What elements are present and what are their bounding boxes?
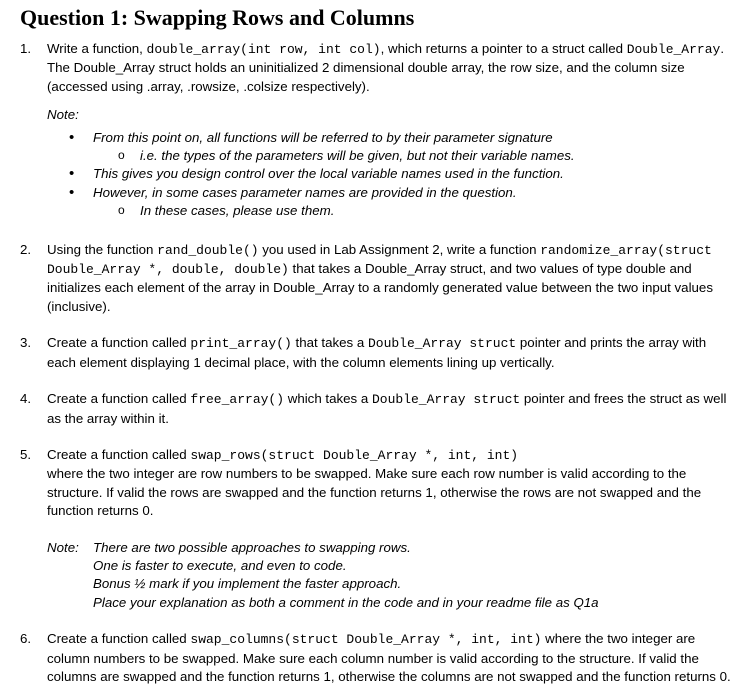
- note-line: Place your explanation as both a comment in the code and in your readme file as Q1a: [93, 594, 599, 610]
- question-1: [20, 40, 731, 221]
- text: that takes a Double_Array struct, and two values of type double and initializes each element of the array in Double_Array to a randomly generated value between the two input values (inclusive).: [47, 261, 713, 314]
- question-2: [20, 241, 731, 317]
- code-text: randomize_array(struct Double_Array *, double, double): [47, 242, 712, 278]
- bullet-item: • From this point on, all functions will be referred to by their parameter signature: [47, 129, 731, 147]
- question-number: 4.: [20, 391, 32, 407]
- question-number: 3.: [20, 335, 32, 351]
- question-3: [20, 334, 731, 372]
- code-text: rand_double(): [157, 242, 259, 258]
- question-number: 5.: [20, 446, 32, 462]
- code-text: print_array(): [190, 336, 292, 352]
- note-line: One is faster to execute, and even to code.: [93, 557, 347, 573]
- text: where the two integer are row numbers to be swapped. Make sure each row number is valid according to the structure. If valid the rows are swapped and the function returns 1, otherwise the rows are not swapped and the function returns 0.: [47, 466, 702, 519]
- code-text: Double_Array: [626, 42, 721, 57]
- note-line: There are two possible approaches to swapping rows.: [93, 539, 411, 555]
- note-label: Note:: [47, 539, 79, 555]
- note-block: [47, 539, 731, 613]
- text: Create a function called: [47, 391, 191, 407]
- text: Create a function called: [47, 631, 191, 647]
- note-bullet-list: [47, 129, 731, 221]
- question-text: [47, 390, 731, 428]
- code-text: Double_Array: [73, 60, 155, 76]
- question-number: 6.: [20, 631, 32, 647]
- text: pointer and frees the struct as well as the array within it.: [47, 391, 727, 426]
- bullet-item: • However, in some cases parameter names are provided in the question.: [47, 184, 731, 202]
- question-number: 1.: [20, 41, 32, 56]
- code-text: Double_Array struct: [371, 392, 521, 408]
- note-label: Note:: [47, 107, 79, 123]
- note-line: Bonus ½ mark if you implement the faster approach.: [93, 576, 402, 592]
- code-text: double_array(int row, int col): [146, 42, 381, 57]
- text: Using the function: [47, 241, 158, 257]
- text: that takes a: [291, 335, 368, 351]
- sub-bullet-item: o In these cases, please use them.: [47, 202, 731, 220]
- note-lines: [93, 539, 599, 613]
- text: Write a function,: [47, 41, 147, 56]
- question-number: 2.: [20, 241, 32, 257]
- text: which takes a: [284, 391, 372, 407]
- question-text: [47, 241, 731, 317]
- question-text: [47, 446, 731, 521]
- text: where the two integer are column numbers to be swapped. Make sure each column number is valid according to the structure. If valid the columns are swapped and the function returns 1, otherwise the columns are not swapped and the function returns 0.: [47, 631, 731, 684]
- code-text: Double_Array struct: [367, 336, 517, 352]
- question-4: [20, 390, 731, 428]
- code-text: swap_rows(struct Double_Array *, int, int): [190, 447, 519, 463]
- sub-bullet-item: o i.e. the types of the parameters will be given, but not their variable names.: [47, 147, 731, 165]
- question-text: [47, 334, 731, 372]
- question-text: [47, 40, 731, 96]
- text: , which returns a pointer to a struct called: [380, 41, 627, 56]
- question-5: [20, 446, 731, 612]
- text: you used in Lab Assignment 2, write a function: [258, 241, 541, 257]
- question-6: [20, 630, 731, 686]
- text: Create a function called: [47, 335, 191, 351]
- bullet-item: • This gives you design control over the local variable names used in the function.: [47, 165, 731, 183]
- page-title: Question 1: Swapping Rows and Columns: [20, 5, 415, 30]
- text: pointer and prints the array with each element displaying 1 decimal place, with the column elements lining up vertically.: [47, 335, 707, 370]
- text: Create a function called: [47, 446, 191, 462]
- text: . The: [47, 41, 725, 76]
- text: struct holds an uninitialized 2 dimensional double array, the row size, and the column size (accessed using .array, .rowsize, .colsize respectively).: [47, 60, 685, 94]
- code-text: swap_columns(struct Double_Array *, int, int): [190, 632, 542, 648]
- code-text: free_array(): [190, 392, 285, 408]
- question-text: [47, 630, 731, 686]
